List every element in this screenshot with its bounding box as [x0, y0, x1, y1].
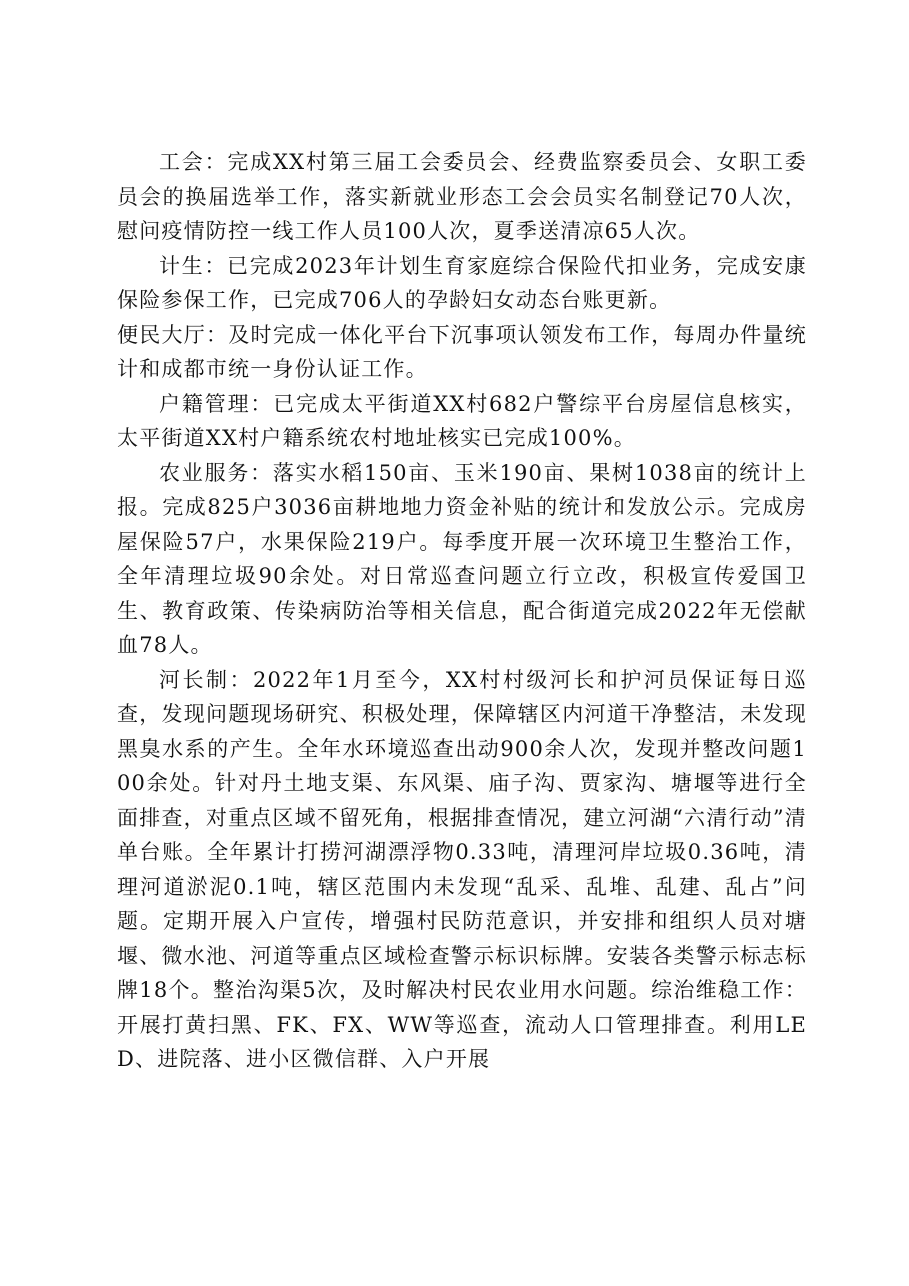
paragraph-household-registration: 户籍管理：已完成太平街道XX村682户警综平台房屋信息核实，太平街道XX村户籍系统农村地址核实已完成100%。: [117, 391, 807, 450]
paragraph-trade-union: 工会：完成XX村第三届工会委员会、经费监察委员会、女职工委员会的换届选举工作，落实新就业形态工会会员实名制登记70人次，慰问疫情防控一线工作人员100人次，夏季送清凉65人次。: [117, 150, 807, 243]
paragraph-service-hall: 便民大厅：及时完成一体化平台下沉事项认领发布工作，每周办件量统计和成都市统一身份认证工作。: [117, 322, 807, 381]
paragraph-family-planning: 计生：已完成2023年计划生育家庭综合保险代扣业务，完成安康保险参保工作，已完成706人的孕龄妇女动态台账更新。: [117, 253, 807, 312]
document-body: [117, 145, 807, 1077]
paragraph-river-chief-system: 河长制：2022年1月至今，XX村村级河长和护河员保证每日巡查，发现问题现场研究、积极处理，保障辖区内河道干净整洁，未发现黑臭水系的产生。全年水环境巡查出动900余人次，发现并整改问题100余处。针对丹土地支渠、东风渠、庙子沟、贾家沟、塘堰等进行全面排查，对重点区域不留死角，根据排查情况，建立河湖“六清行动”清单台账。全年累计打捞河湖漂浮物0.33吨，清理河岸垃圾0.36吨，清理河道淤泥0.1吨，辖区范围内未发现“乱采、乱堆、乱建、乱占”问题。定期开展入户宣传，增强村民防范意识，并安排和组织人员对塘堰、微水池、河道等重点区域检查警示标识标牌。安装各类警示标志标牌18个。整治沟渠5次，及时解决村民农业用水问题。综治维稳工作：开展打黄扫黑、FK、FX、WW等巡查，流动人口管理排查。利用LED、进院落、进小区微信群、入户开展: [117, 667, 807, 1071]
paragraph-agricultural-service: 农业服务：落实水稻150亩、玉米190亩、果树1038亩的统计上报。完成825户3036亩耕地地力资金补贴的统计和发放公示。完成房屋保险57户，水果保险219户。每季度开展一次环境卫生整治工作，全年清理垃圾90余处。对日常巡查问题立行立改，积极宣传爱国卫生、教育政策、传染病防治等相关信息，配合街道完成2022年无偿献血78人。: [117, 460, 807, 657]
